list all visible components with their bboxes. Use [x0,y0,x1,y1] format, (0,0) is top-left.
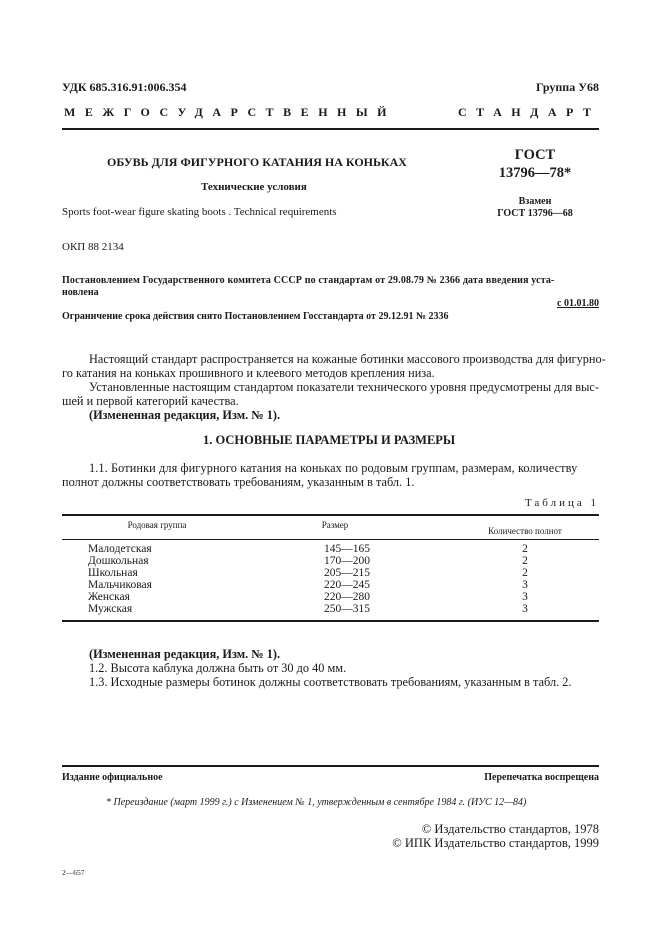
table-row-2-size: 170—200 [324,555,370,567]
table-row-5-size: 220—280 [324,591,370,603]
udk-code: УДК 685.316.91:006.354 [62,80,187,94]
table-top-rule [62,514,599,516]
decree-date: с 01.01.80 [557,298,599,309]
table-row-5-fullness: 3 [522,591,528,603]
copyright-1978: © Издательство стандартов, 1978 [421,822,599,836]
table-row-1-fullness: 2 [522,543,528,555]
table-row-6-group: Мужская [88,603,133,615]
decree-line-1: Постановлением Государственного комитета СССР по стандартам от 29.08.79 № 2366 дата введения уста- [62,275,555,286]
section-1-p1-line2: полнот должны соответствовать требованиям, указанным в табл. 1. [62,475,415,489]
intro-p2-line2: шей и первой категорий качества. [62,394,239,408]
official-edition: Издание официальное [62,772,163,783]
intro-p2-line1: Установленные настоящим стандартом показатели технического уровня предусмотрены для выс- [89,380,599,394]
table-row-4-group: Мальчиковая [88,579,152,591]
table-header-fullness: Количество полнот [488,526,562,536]
section-1-p2: 1.2. Высота каблука должна быть от 30 до 40 мм. [89,661,347,675]
banner-interstate: МЕЖГОСУДАРСТВЕННЫЙ [64,105,396,119]
table-row-6-size: 250—315 [324,603,370,615]
table-header-size: Размер [321,520,349,530]
table-row-2-group: Дошкольная [88,555,149,567]
decree-line-2: новлена [62,287,99,298]
table-row-3-fullness: 2 [522,567,528,579]
table-1-label: Таблица 1 [524,497,599,509]
table-header-group: Родовая группа [127,520,187,530]
section-1-heading: 1. ОСНОВНЫЕ ПАРАМЕТРЫ И РАЗМЕРЫ [203,433,456,447]
gost-number: 13796—78* [498,165,572,181]
table-bottom-rule [62,620,599,622]
document-title: ОБУВЬ ДЛЯ ФИГУРНОГО КАТАНИЯ НА КОНЬКАХ [107,155,407,169]
banner-standard: СТАНДАРТ [458,105,601,119]
table-header-rule [62,539,599,540]
document-subtitle: Технические условия [201,181,307,193]
reissue-note: * Переиздание (март 1999 г.) с Изменением № 1, утвержденным в сентябре 1984 г. (ИУС 12—84) [106,797,527,808]
table-row-6-fullness: 3 [522,603,528,615]
table-row-1-group: Малодетская [88,543,152,555]
table-row-3-size: 205—215 [324,567,370,579]
section-1-p1-line1: 1.1. Ботинки для фигурного катания на коньках по родовым группам, размерам, количеству [89,461,578,475]
page-code: 2—657 [62,868,85,877]
replaces-value: ГОСТ 13796—68 [497,208,573,219]
intro-edit-note: (Измененная редакция, Изм. № 1). [89,408,281,422]
group-code: Группа У68 [535,80,599,94]
copyright-1999: © ИПК Издательство стандартов, 1999 [392,836,599,850]
limitation-note: Ограничение срока действия снято Постановлением Госстандарта от 29.12.91 № 2336 [62,311,449,322]
table-row-4-fullness: 3 [522,579,528,591]
okp-code: ОКП 88 2134 [62,241,124,253]
table-row-5-group: Женская [88,591,130,603]
table-row-1-size: 145—165 [324,543,370,555]
replaces-label: Взамен [518,196,552,207]
intro-p1-line2: го катания на коньках прошивного и клеевого методов крепления низа. [62,366,435,380]
table-row-2-fullness: 2 [522,555,528,567]
english-title: Sports foot-wear figure skating boots . Technical requirements [62,206,337,218]
header-rule [62,128,599,130]
table-row-4-size: 220—245 [324,579,370,591]
table-row-3-group: Школьная [88,567,138,579]
footer-rule [62,765,599,767]
gost-label: ГОСТ [514,147,556,163]
reprint-prohibited: Перепечатка воспрещена [484,772,599,783]
intro-p1-line1: Настоящий стандарт распространяется на кожаные ботинки массового производства для фигурно- [89,352,606,366]
section-1-edit-note: (Измененная редакция, Изм. № 1). [89,647,281,661]
section-1-p3: 1.3. Исходные размеры ботинок должны соответствовать требованиям, указанным в табл. 2. [89,675,572,689]
